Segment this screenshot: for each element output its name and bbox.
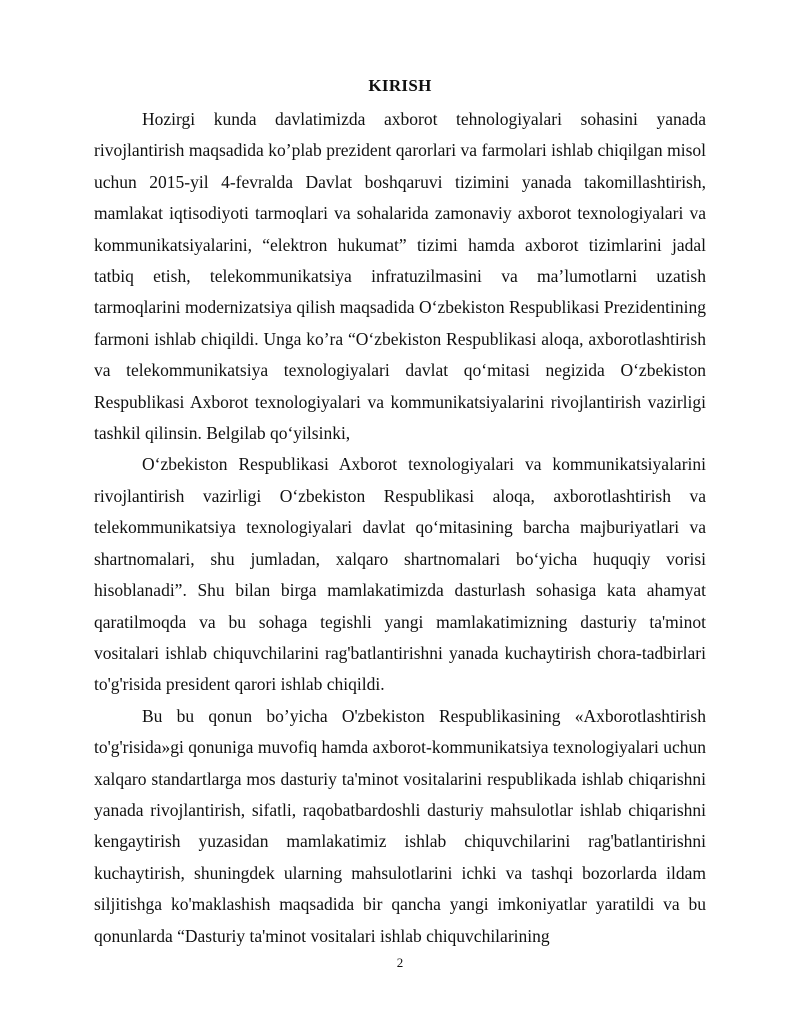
section-title: KIRISH <box>368 76 432 95</box>
paragraph-2: O‘zbekiston Respublikasi Axborot texnologiyalari va kommunikatsiyalarini rivojlantirish vazirligi O‘zbekiston Respublikasi aloqa, axborotlashtirish va telekommunikatsiya texnologiyalari davlat qo‘mitasining barcha majburiyatlari va shartnomalari, shu jumladan, xalqaro shartnomalari bo‘yicha huquqiy vorisi hisoblanadi”. Shu bilan birga mamlakatimizda dasturlash sohasiga kata ahamyat qaratilmoqda va bu sohaga tegishli yangi mamlakatimizning dasturiy ta'minot vositalari ishlab chiquvchilarini rag'batlantirishni yanada kuchaytirish chora-tadbirlari to'g'risida president qarori ishlab chiqildi. <box>94 454 706 695</box>
page-number: 2 <box>396 955 404 970</box>
body-text <box>94 104 706 952</box>
paragraph-3: Bu bu qonun bo’yicha O'zbekiston Respublikasining «Axborotlashtirish to'g'risida»gi qonuniga muvofiq hamda axborot-kommunikatsiya texnologiyalari uchun xalqaro standartlarga mos dasturiy ta'minot vositalarini respublikada ishlab chiqarishni yanada rivojlantirish, sifatli, raqobatbardoshli dasturiy mahsulotlar ishlab chiqarishni kengaytirish yuzasidan mamlakatimiz ishlab chiquvchilarini rag'batlantirishni kuchaytirish, shuningdek ularning mahsulotlarini ichki va tashqi bozorlarda ildam siljitishga ko'maklashish maqsadida bir qancha yangi imkoniyatlar yaratildi va bu qonunlarda “Dasturiy ta'minot vositalari ishlab chiquvchilarining <box>94 705 706 946</box>
paragraph-1: Hozirgi kunda davlatimizda axborot tehnologiyalari sohasini yanada rivojlantirish maqsadida ko’plab prezident qarorlari va farmolari ishlab chiqilgan misol uchun 2015-yil 4-fevralda Davlat boshqaruvi tizimini yanada takomillashtirish, mamlakat iqtisodiyoti tarmoqlari va sohalarida zamonaviy axborot texnologiyalari va kommunikatsiyalarini, “elektron hukumat” tizimi hamda axborot tizimlarini jadal tatbiq etish, telekommunikatsiya infratuzilmasini va ma’lumotlarni uzatish tarmoqlarini modernizatsiya qilish maqsadida O‘zbekiston Respublikasi Prezidentining farmoni ishlab chiqildi. Unga ko’ra “O‘zbekiston Respublikasi aloqa, axborotlashtirish va telekommunikatsiya texnologiyalari davlat qo‘mitasi negizida O‘zbekiston Respublikasi Axborot texnologiyalari va kommunikatsiyalarini rivojlantirish vazirligi tashkil qilinsin. Belgilab qo‘yilsinki, <box>94 109 706 444</box>
